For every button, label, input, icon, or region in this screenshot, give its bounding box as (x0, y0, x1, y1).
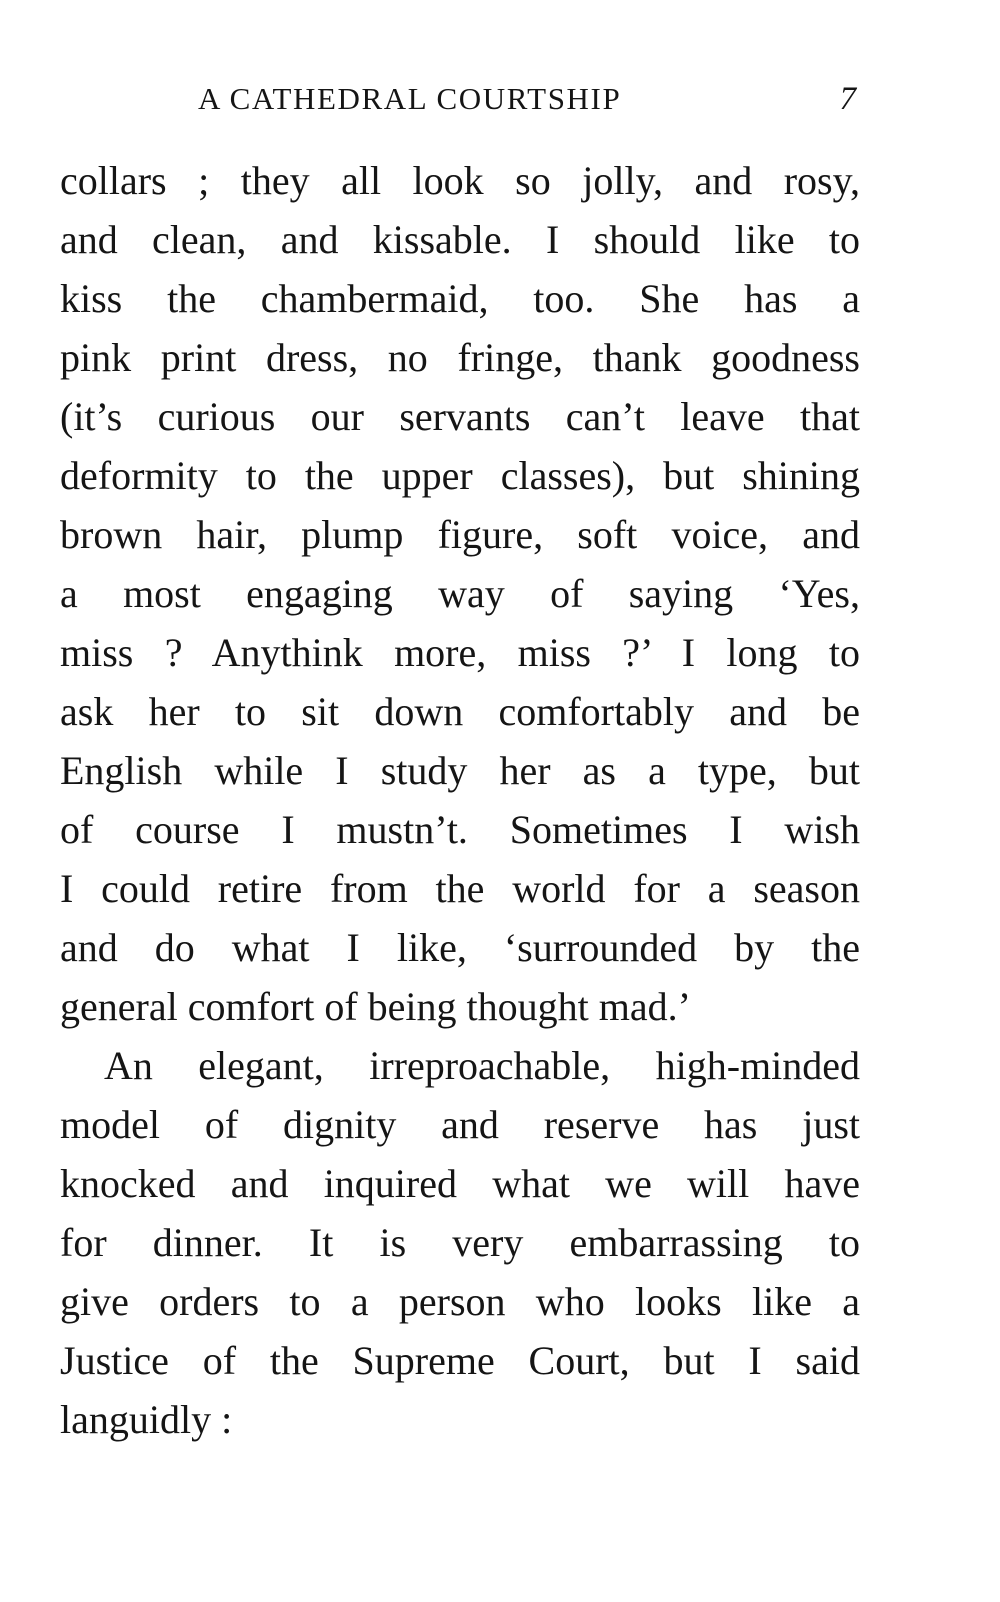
text-line: for dinner. It is very embarrassing to (60, 1220, 860, 1265)
text-line: (it’s curious our servants can’t leave that (60, 394, 860, 439)
text-line: and clean, and kissable. I should like to (60, 217, 860, 262)
running-title: A CATHEDRAL COURTSHIP (198, 81, 622, 116)
text-line: knocked and inquired what we will have (60, 1161, 860, 1206)
running-head (60, 74, 860, 124)
text-line: a most engaging way of saying ‘Yes, (60, 571, 860, 616)
text-line: collars ; they all look so jolly, and rosy, (60, 158, 860, 203)
text-line: model of dignity and reserve has just (60, 1102, 860, 1147)
text-line: of course I mustn’t. Sometimes I wish (60, 807, 860, 852)
page-number: 7 (839, 81, 856, 117)
text-line: and do what I like, ‘surrounded by the (60, 925, 860, 970)
text-line: give orders to a person who looks like a (60, 1279, 860, 1324)
paragraph-end-line: languidly : (60, 1397, 233, 1442)
text-line: Justice of the Supreme Court, but I said (60, 1338, 860, 1383)
text-line: I could retire from the world for a season (60, 866, 860, 911)
text-line: miss ? Anythink more, miss ?’ I long to (60, 630, 860, 675)
text-line: ask her to sit down comfortably and be (60, 689, 860, 734)
body-text (60, 151, 860, 1449)
text-line: brown hair, plump figure, soft voice, and (60, 512, 860, 557)
paragraph-end-line: general comfort of being thought mad.’ (60, 984, 691, 1029)
text-line: pink print dress, no fringe, thank goodness (60, 335, 860, 380)
text-line: English while I study her as a type, but (60, 748, 860, 793)
text-line: deformity to the upper classes), but shining (60, 453, 860, 498)
text-line: kiss the chambermaid, too. She has a (60, 276, 860, 321)
paragraph-start-line: An elegant, irreproachable, high-minded (104, 1043, 860, 1088)
